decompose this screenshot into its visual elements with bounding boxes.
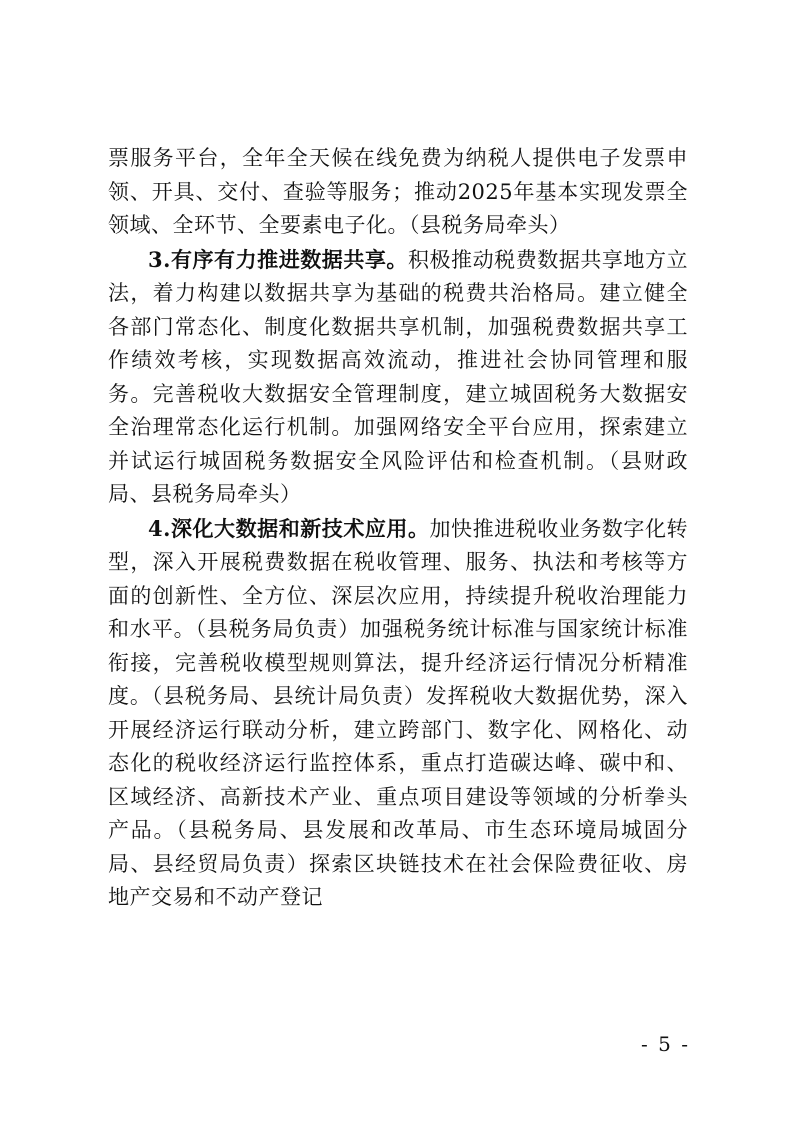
document-body	[108, 142, 688, 915]
paragraph-big-data	[108, 512, 688, 915]
paragraph-data-sharing	[108, 243, 688, 512]
paragraph-text: 加快推进税收业务数字化转型，深入开展税费数据在税收管理、服务、执法和考核等方面的创新性、全方位、深层次应用，持续提升税收治理能力和水平。（县税务局负责）加强税务统计标准与国家统计标准衔接，完善税收模型规则算法，提升经济运行情况分析精准度。（县税务局、县统计局负责）发挥税收大数据优势，深入开展经济运行联动分析，建立跨部门、数字化、网格化、动态化的税收经济运行监控体系，重点打造碳达峰、碳中和、区域经济、高新技术产业、重点项目建设等领域的分析拳头产品。（县税务局、县发展和改革局、市生态环境局城固分局、县经贸局负责）探索区块链技术在社会保险费征收、房地产交易和不动产登记	[108, 516, 689, 909]
section-heading-data-sharing: 3.有序有力推进数据共享。	[148, 246, 408, 272]
section-heading-big-data: 4.深化大数据和新技术应用。	[148, 515, 430, 541]
paragraph-text: 票服务平台，全年全天候在线免费为纳税人提供电子发票申领、开具、交付、查验等服务；推动2025年基本实现发票全领域、全环节、全要素电子化。（县税务局牵头）	[108, 146, 688, 237]
paragraph-continuation	[108, 142, 688, 243]
page-number: - 5 -	[641, 1032, 690, 1056]
paragraph-text: 积极推动税费数据共享地方立法，着力构建以数据共享为基础的税费共治格局。建立健全各部门常态化、制度化数据共享机制，加强税费数据共享工作绩效考核，实现数据高效流动，推进社会协同管理和服务。完善税收大数据安全管理制度，建立城固税务大数据安全治理常态化运行机制。加强网络安全平台应用，探索建立并试运行城固税务数据安全风险评估和检查机制。（县财政局、县税务局牵头）	[108, 247, 689, 506]
